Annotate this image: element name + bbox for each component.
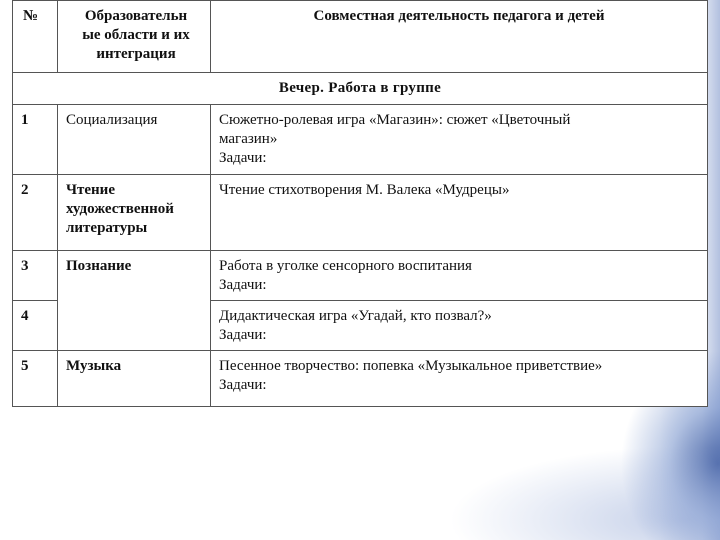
table-row — [13, 251, 708, 301]
row-area — [58, 175, 211, 251]
row-activity — [211, 301, 708, 351]
row-area: Познание — [58, 251, 211, 351]
row-number: 5 — [13, 351, 58, 407]
activity-line: Дидактическая игра «Угадай, кто позвал?» — [219, 308, 492, 324]
table-row — [13, 351, 708, 407]
header-areas-line: интеграция — [96, 46, 176, 62]
row-number: 1 — [13, 105, 58, 175]
activity-line: Чтение стихотворения М. Валека «Мудрецы» — [219, 182, 510, 198]
table-row — [13, 105, 708, 175]
activity-line: Работа в уголке сенсорного воспитания — [219, 258, 472, 274]
background-glow-bottom — [430, 440, 720, 540]
row-activity — [211, 351, 708, 407]
area-line: художественной — [66, 201, 174, 217]
row-activity — [211, 175, 708, 251]
section-row — [13, 73, 708, 105]
section-title: Вечер. Работа в группе — [13, 73, 708, 105]
activity-line: Задачи: — [219, 277, 267, 293]
row-number: 3 — [13, 251, 58, 301]
row-area: Музыка — [58, 351, 211, 407]
area-line: литературы — [66, 220, 148, 236]
area-line: Чтение — [66, 182, 115, 198]
header-areas — [58, 1, 211, 73]
activity-line: магазин» — [219, 131, 278, 147]
activity-line: Сюжетно-ролевая игра «Магазин»: сюжет «Цветочный — [219, 112, 571, 128]
table-header-row — [13, 1, 708, 73]
header-number: № — [13, 1, 58, 73]
header-activity: Совместная деятельность педагога и детей — [211, 1, 708, 73]
row-area: Социализация — [58, 105, 211, 175]
row-activity — [211, 105, 708, 175]
header-areas-line: Образовательн — [84, 8, 188, 24]
activity-line: Задачи: — [219, 377, 267, 393]
row-number: 2 — [13, 175, 58, 251]
row-number: 4 — [13, 301, 58, 351]
table-row — [13, 175, 708, 251]
row-activity — [211, 251, 708, 301]
activity-line: Песенное творчество: попевка «Музыкальное приветствие» — [219, 358, 603, 374]
activity-line: Задачи: — [219, 327, 267, 343]
header-areas-line: ые области и их — [82, 27, 190, 43]
lesson-plan-table — [12, 0, 708, 407]
activity-line: Задачи: — [219, 150, 267, 166]
